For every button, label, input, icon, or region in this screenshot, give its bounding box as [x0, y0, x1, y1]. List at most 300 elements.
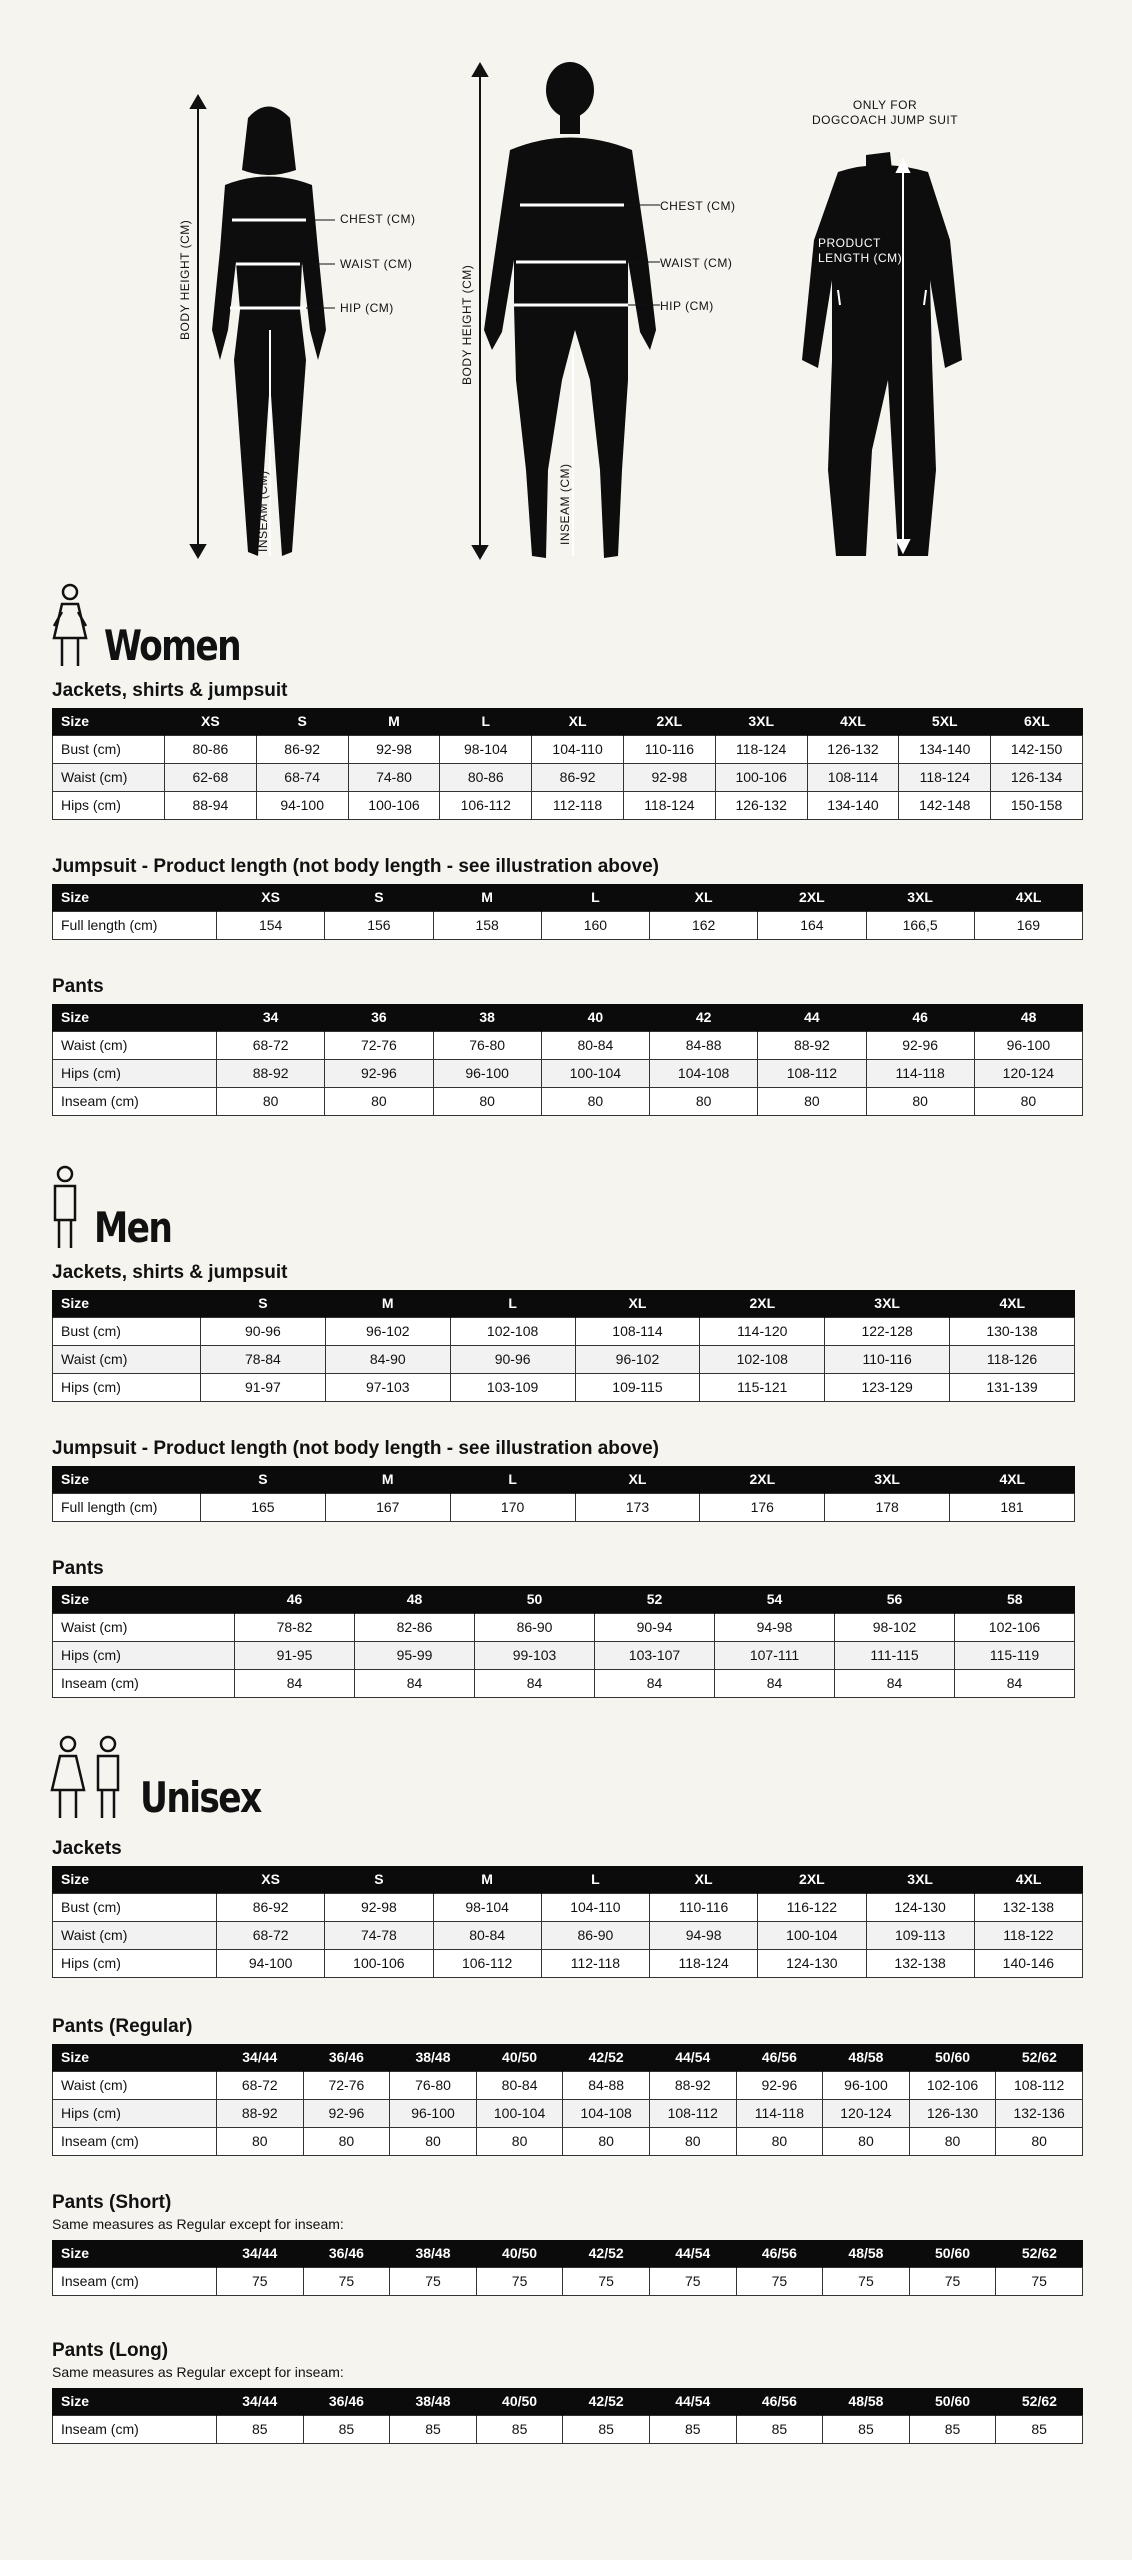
unisex-icon: [50, 1734, 126, 1820]
row-label-cell: Inseam (cm): [53, 1669, 235, 1697]
table-cell: 108-114: [575, 1317, 700, 1345]
table-cell: 68-74: [256, 763, 348, 791]
table-cell: 114-118: [866, 1059, 974, 1087]
table-cell: 80: [823, 2127, 910, 2155]
table-cell: 88-94: [165, 791, 257, 819]
table-cell: 90-94: [595, 1613, 715, 1641]
table-header-cell: 36/46: [303, 2388, 390, 2415]
table-cell: 80: [217, 2127, 304, 2155]
table-row: [53, 1345, 1075, 1373]
unisex-pants-short-title: Pants (Short): [52, 2192, 172, 2213]
table-cell: 80-84: [433, 1921, 541, 1949]
table-header-cell: 50/60: [909, 2388, 996, 2415]
table-cell: 88-92: [217, 2099, 304, 2127]
table-cell: 109-115: [575, 1373, 700, 1401]
table-cell: 112-118: [541, 1949, 649, 1977]
table-header-cell: M: [325, 1290, 450, 1317]
table-cell: 162: [650, 911, 758, 939]
table-header-cell: XL: [532, 708, 624, 735]
table-header-cell: L: [450, 1290, 575, 1317]
table-header-cell: 4XL: [974, 884, 1082, 911]
table-cell: 131-139: [950, 1373, 1075, 1401]
table-header-cell: 50/60: [909, 2240, 996, 2267]
table-cell: 132-138: [974, 1893, 1082, 1921]
table-cell: 80: [866, 1087, 974, 1115]
table-cell: 91-95: [235, 1641, 355, 1669]
table-header-row: [53, 884, 1083, 911]
table-cell: 118-124: [650, 1949, 758, 1977]
table-cell: 84-88: [650, 1031, 758, 1059]
table-header-cell: 34/44: [217, 2044, 304, 2071]
table-row: [53, 2415, 1083, 2443]
table-header-cell: XS: [165, 708, 257, 735]
table-row: [53, 2099, 1083, 2127]
woman-chest-label: CHEST (CM): [340, 212, 416, 226]
row-label-cell: Inseam (cm): [53, 1087, 217, 1115]
table-cell: 154: [217, 911, 325, 939]
table-header-cell: 40/50: [476, 2240, 563, 2267]
man-chest-label: CHEST (CM): [660, 199, 736, 213]
table-cell: 98-104: [433, 1893, 541, 1921]
table-cell: 120-124: [823, 2099, 910, 2127]
table-header-cell: 50: [475, 1586, 595, 1613]
table-header-cell: 4XL: [950, 1290, 1075, 1317]
table-cell: 126-134: [991, 763, 1083, 791]
table-header-cell: 34: [217, 1004, 325, 1031]
table-cell: 126-132: [807, 735, 899, 763]
table-header-cell: 42/52: [563, 2044, 650, 2071]
table-cell: 103-107: [595, 1641, 715, 1669]
unisex-title: Unisex: [140, 1773, 261, 1822]
table-cell: 91-97: [201, 1373, 326, 1401]
table-row: [53, 1317, 1075, 1345]
table-header-cell: 3XL: [866, 1866, 974, 1893]
table-cell: 75: [649, 2267, 736, 2295]
men-pants-table: [52, 1586, 1075, 1698]
table-cell: 74-78: [325, 1921, 433, 1949]
table-cell: 75: [390, 2267, 477, 2295]
table-cell: 140-146: [974, 1949, 1082, 1977]
unisex-pants-short-table: [52, 2240, 1083, 2296]
table-cell: 102-106: [909, 2071, 996, 2099]
table-cell: 84: [475, 1669, 595, 1697]
row-label-cell: Bust (cm): [53, 1893, 217, 1921]
table-cell: 124-130: [758, 1949, 866, 1977]
men-jackets-table: [52, 1290, 1075, 1402]
table-cell: 109-113: [866, 1921, 974, 1949]
table-header-cell: 2XL: [623, 708, 715, 735]
row-label-cell: Hips (cm): [53, 1373, 201, 1401]
table-header-cell: 4XL: [974, 1866, 1082, 1893]
men-jackets-title: Jackets, shirts & jumpsuit: [52, 1262, 288, 1283]
table-cell: 118-122: [974, 1921, 1082, 1949]
row-label-cell: Waist (cm): [53, 1345, 201, 1373]
table-header-cell: XL: [575, 1290, 700, 1317]
table-cell: 132-138: [866, 1949, 974, 1977]
table-header-row: [53, 708, 1083, 735]
row-label-cell: Hips (cm): [53, 2099, 217, 2127]
table-row: [53, 763, 1083, 791]
table-header-cell: Size: [53, 1004, 217, 1031]
table-header-cell: 48/58: [823, 2240, 910, 2267]
table-cell: 85: [996, 2415, 1083, 2443]
table-row: [53, 1669, 1075, 1697]
table-cell: 88-92: [649, 2071, 736, 2099]
women-jackets-table: [52, 708, 1083, 820]
men-jumpsuit-table: [52, 1466, 1075, 1522]
unisex-pants-long-block: [52, 2340, 1083, 2444]
table-header-cell: 36/46: [303, 2044, 390, 2071]
table-cell: 96-100: [390, 2099, 477, 2127]
table-header-cell: 2XL: [758, 1866, 866, 1893]
table-cell: 96-100: [974, 1031, 1082, 1059]
table-cell: 108-112: [758, 1059, 866, 1087]
table-cell: 142-148: [899, 791, 991, 819]
table-header-cell: 46: [235, 1586, 355, 1613]
table-cell: 74-80: [348, 763, 440, 791]
table-cell: 126-132: [715, 791, 807, 819]
man-waist-label: WAIST (CM): [660, 256, 733, 270]
table-cell: 164: [758, 911, 866, 939]
women-jumpsuit-table: [52, 884, 1083, 940]
men-pants-title: Pants: [52, 1558, 104, 1579]
table-header-cell: Size: [53, 2044, 217, 2071]
table-header-row: [53, 1866, 1083, 1893]
table-cell: 85: [823, 2415, 910, 2443]
table-header-cell: S: [256, 708, 348, 735]
table-cell: 84: [835, 1669, 955, 1697]
table-cell: 108-112: [996, 2071, 1083, 2099]
table-row: [53, 1087, 1083, 1115]
row-label-cell: Waist (cm): [53, 1031, 217, 1059]
table-header-cell: 48: [974, 1004, 1082, 1031]
table-cell: 80: [758, 1087, 866, 1115]
table-cell: 134-140: [807, 791, 899, 819]
table-header-cell: L: [541, 1866, 649, 1893]
table-header-cell: 2XL: [758, 884, 866, 911]
row-label-cell: Hips (cm): [53, 1949, 217, 1977]
table-header-cell: Size: [53, 1290, 201, 1317]
table-cell: 80: [325, 1087, 433, 1115]
table-cell: 100-104: [758, 1921, 866, 1949]
table-header-cell: Size: [53, 1466, 201, 1493]
woman-body-height-label: BODY HEIGHT (CM): [178, 219, 192, 340]
table-cell: 85: [476, 2415, 563, 2443]
table-cell: 104-108: [650, 1059, 758, 1087]
table-header-cell: 3XL: [715, 708, 807, 735]
table-cell: 118-124: [623, 791, 715, 819]
table-cell: 118-124: [899, 763, 991, 791]
table-header-cell: 40: [541, 1004, 649, 1031]
table-cell: 115-121: [700, 1373, 825, 1401]
table-cell: 84: [355, 1669, 475, 1697]
table-header-cell: 38/48: [390, 2388, 477, 2415]
table-cell: 122-128: [825, 1317, 950, 1345]
table-cell: 106-112: [433, 1949, 541, 1977]
unisex-pants-regular-table: [52, 2044, 1083, 2156]
table-header-cell: 44/54: [649, 2388, 736, 2415]
table-header-cell: 3XL: [866, 884, 974, 911]
men-jumpsuit-title: Jumpsuit - Product length (not body length - see illustration above): [52, 1438, 659, 1459]
table-header-cell: 2XL: [700, 1290, 825, 1317]
table-cell: 96-100: [823, 2071, 910, 2099]
table-row: [53, 1493, 1075, 1521]
table-cell: 118-126: [950, 1345, 1075, 1373]
women-jumpsuit-title: Jumpsuit - Product length (not body length - see illustration above): [52, 856, 659, 877]
table-cell: 114-118: [736, 2099, 823, 2127]
table-cell: 115-119: [955, 1641, 1075, 1669]
table-cell: 68-72: [217, 1921, 325, 1949]
table-header-cell: 52/62: [996, 2044, 1083, 2071]
table-header-cell: Size: [53, 1866, 217, 1893]
table-cell: 80-86: [165, 735, 257, 763]
table-cell: 92-98: [348, 735, 440, 763]
table-cell: 170: [450, 1493, 575, 1521]
table-header-cell: 46/56: [736, 2240, 823, 2267]
table-cell: 85: [909, 2415, 996, 2443]
unisex-jackets-block: [52, 1838, 1083, 1978]
table-header-cell: 46/56: [736, 2044, 823, 2071]
table-cell: 92-96: [736, 2071, 823, 2099]
table-header-cell: L: [440, 708, 532, 735]
table-cell: 111-115: [835, 1641, 955, 1669]
table-header-cell: 58: [955, 1586, 1075, 1613]
table-cell: 92-96: [325, 1059, 433, 1087]
woman-hip-label: HIP (CM): [340, 301, 394, 315]
table-cell: 86-92: [532, 763, 624, 791]
row-label-cell: Waist (cm): [53, 2071, 217, 2099]
women-jumpsuit-block: [52, 856, 1083, 940]
unisex-pants-short-block: [52, 2192, 1083, 2296]
row-label-cell: Full length (cm): [53, 911, 217, 939]
table-cell: 181: [950, 1493, 1075, 1521]
row-label-cell: Inseam (cm): [53, 2415, 217, 2443]
table-header-cell: 54: [715, 1586, 835, 1613]
table-cell: 96-102: [575, 1345, 700, 1373]
table-header-cell: S: [201, 1466, 326, 1493]
table-cell: 98-102: [835, 1613, 955, 1641]
table-cell: 123-129: [825, 1373, 950, 1401]
table-cell: 80: [650, 1087, 758, 1115]
table-cell: 84: [235, 1669, 355, 1697]
table-cell: 88-92: [217, 1059, 325, 1087]
row-label-cell: Waist (cm): [53, 763, 165, 791]
table-cell: 78-84: [201, 1345, 326, 1373]
table-cell: 75: [736, 2267, 823, 2295]
table-cell: 80: [390, 2127, 477, 2155]
table-header-cell: 44: [758, 1004, 866, 1031]
table-header-cell: 56: [835, 1586, 955, 1613]
table-header-cell: 4XL: [807, 708, 899, 735]
table-cell: 134-140: [899, 735, 991, 763]
table-cell: 169: [974, 911, 1082, 939]
table-cell: 85: [217, 2415, 304, 2443]
table-cell: 84: [715, 1669, 835, 1697]
table-cell: 96-100: [433, 1059, 541, 1087]
table-cell: 108-112: [649, 2099, 736, 2127]
unisex-pants-long-table: [52, 2388, 1083, 2444]
table-cell: 80: [476, 2127, 563, 2155]
table-header-cell: L: [541, 884, 649, 911]
table-cell: 80-84: [476, 2071, 563, 2099]
table-row: [53, 2071, 1083, 2099]
table-header-cell: 5XL: [899, 708, 991, 735]
table-row: [53, 2267, 1083, 2295]
man-body-height-label: BODY HEIGHT (CM): [460, 264, 474, 385]
table-header-cell: 48/58: [823, 2388, 910, 2415]
table-header-cell: 42/52: [563, 2388, 650, 2415]
table-header-cell: 46: [866, 1004, 974, 1031]
table-header-row: [53, 2240, 1083, 2267]
table-cell: 86-92: [217, 1893, 325, 1921]
table-header-cell: 36/46: [303, 2240, 390, 2267]
table-cell: 72-76: [303, 2071, 390, 2099]
table-cell: 100-104: [476, 2099, 563, 2127]
table-cell: 80-86: [440, 763, 532, 791]
man-hip-label: HIP (CM): [660, 299, 714, 313]
table-cell: 80: [909, 2127, 996, 2155]
table-cell: 86-90: [475, 1613, 595, 1641]
table-header-cell: 52/62: [996, 2240, 1083, 2267]
table-cell: 124-130: [866, 1893, 974, 1921]
table-cell: 150-158: [991, 791, 1083, 819]
table-cell: 103-109: [450, 1373, 575, 1401]
table-header-cell: 34/44: [217, 2388, 304, 2415]
table-header-cell: L: [450, 1466, 575, 1493]
table-cell: 75: [909, 2267, 996, 2295]
table-cell: 68-72: [217, 2071, 304, 2099]
table-cell: 85: [390, 2415, 477, 2443]
table-row: [53, 1031, 1083, 1059]
man-inseam-label: INSEAM (CM): [558, 463, 572, 545]
table-row: [53, 911, 1083, 939]
jumpsuit-silhouette: [802, 152, 962, 556]
table-cell: 80: [303, 2127, 390, 2155]
table-cell: 75: [217, 2267, 304, 2295]
table-cell: 68-72: [217, 1031, 325, 1059]
table-row: [53, 1893, 1083, 1921]
table-header-cell: XS: [217, 884, 325, 911]
table-cell: 142-150: [991, 735, 1083, 763]
table-cell: 100-104: [541, 1059, 649, 1087]
table-header-row: [53, 1466, 1075, 1493]
unisex-pants-long-title: Pants (Long): [52, 2340, 169, 2361]
table-header-cell: S: [325, 1866, 433, 1893]
table-cell: 102-108: [700, 1345, 825, 1373]
table-cell: 130-138: [950, 1317, 1075, 1345]
table-header-cell: Size: [53, 884, 217, 911]
table-cell: 92-98: [623, 763, 715, 791]
table-header-row: [53, 2044, 1083, 2071]
row-label-cell: Full length (cm): [53, 1493, 201, 1521]
table-cell: 106-112: [440, 791, 532, 819]
table-cell: 94-98: [650, 1921, 758, 1949]
table-cell: 90-96: [201, 1317, 326, 1345]
row-label-cell: Waist (cm): [53, 1921, 217, 1949]
row-label-cell: Hips (cm): [53, 791, 165, 819]
table-cell: 75: [823, 2267, 910, 2295]
women-pants-block: [52, 976, 1083, 1116]
men-jumpsuit-block: [52, 1438, 1075, 1522]
table-header-cell: 44/54: [649, 2044, 736, 2071]
row-label-cell: Bust (cm): [53, 1317, 201, 1345]
table-cell: 75: [996, 2267, 1083, 2295]
table-header-cell: Size: [53, 2388, 217, 2415]
row-label-cell: Waist (cm): [53, 1613, 235, 1641]
table-cell: 110-116: [623, 735, 715, 763]
table-cell: 88-92: [758, 1031, 866, 1059]
table-header-row: [53, 1004, 1083, 1031]
table-cell: 110-116: [650, 1893, 758, 1921]
table-header-cell: M: [433, 884, 541, 911]
table-cell: 102-108: [450, 1317, 575, 1345]
table-cell: 173: [575, 1493, 700, 1521]
women-title: Women: [104, 621, 240, 670]
table-cell: 176: [700, 1493, 825, 1521]
table-header-cell: 40/50: [476, 2044, 563, 2071]
row-label-cell: Hips (cm): [53, 1059, 217, 1087]
table-cell: 75: [476, 2267, 563, 2295]
table-header-cell: S: [201, 1290, 326, 1317]
men-section-header: [50, 1164, 188, 1250]
table-cell: 156: [325, 911, 433, 939]
man-icon: [50, 1164, 80, 1250]
table-cell: 165: [201, 1493, 326, 1521]
unisex-section-header: [50, 1734, 287, 1820]
table-header-cell: 48/58: [823, 2044, 910, 2071]
table-cell: 94-100: [256, 791, 348, 819]
table-cell: 72-76: [325, 1031, 433, 1059]
women-section-header: [50, 582, 270, 668]
row-label-cell: Bust (cm): [53, 735, 165, 763]
table-cell: 84-88: [563, 2071, 650, 2099]
table-cell: 178: [825, 1493, 950, 1521]
table-cell: 90-96: [450, 1345, 575, 1373]
table-row: [53, 1373, 1075, 1401]
unisex-pants-regular-title: Pants (Regular): [52, 2016, 193, 2037]
table-cell: 108-114: [807, 763, 899, 791]
table-header-cell: 38/48: [390, 2240, 477, 2267]
table-cell: 95-99: [355, 1641, 475, 1669]
row-label-cell: Inseam (cm): [53, 2127, 217, 2155]
table-header-cell: 34/44: [217, 2240, 304, 2267]
table-header-cell: XL: [650, 884, 758, 911]
table-header-cell: XL: [575, 1466, 700, 1493]
table-header-cell: M: [348, 708, 440, 735]
table-header-cell: 2XL: [700, 1466, 825, 1493]
table-cell: 80: [217, 1087, 325, 1115]
table-cell: 158: [433, 911, 541, 939]
unisex-pants-long-note: Same measures as Regular except for inseam:: [52, 2364, 344, 2380]
table-cell: 116-122: [758, 1893, 866, 1921]
table-cell: 92-98: [325, 1893, 433, 1921]
table-header-cell: 40/50: [476, 2388, 563, 2415]
women-pants-table: [52, 1004, 1083, 1116]
women-pants-title: Pants: [52, 976, 104, 997]
table-cell: 112-118: [532, 791, 624, 819]
women-jackets-block: [52, 680, 1083, 820]
table-header-cell: M: [433, 1866, 541, 1893]
table-cell: 75: [303, 2267, 390, 2295]
unisex-jackets-table: [52, 1866, 1083, 1978]
table-cell: 86-92: [256, 735, 348, 763]
table-header-cell: Size: [53, 1586, 235, 1613]
woman-inseam-label: INSEAM (CM): [256, 470, 270, 552]
men-jackets-block: [52, 1262, 1075, 1402]
table-cell: 160: [541, 911, 649, 939]
table-row: [53, 1949, 1083, 1977]
table-cell: 85: [649, 2415, 736, 2443]
